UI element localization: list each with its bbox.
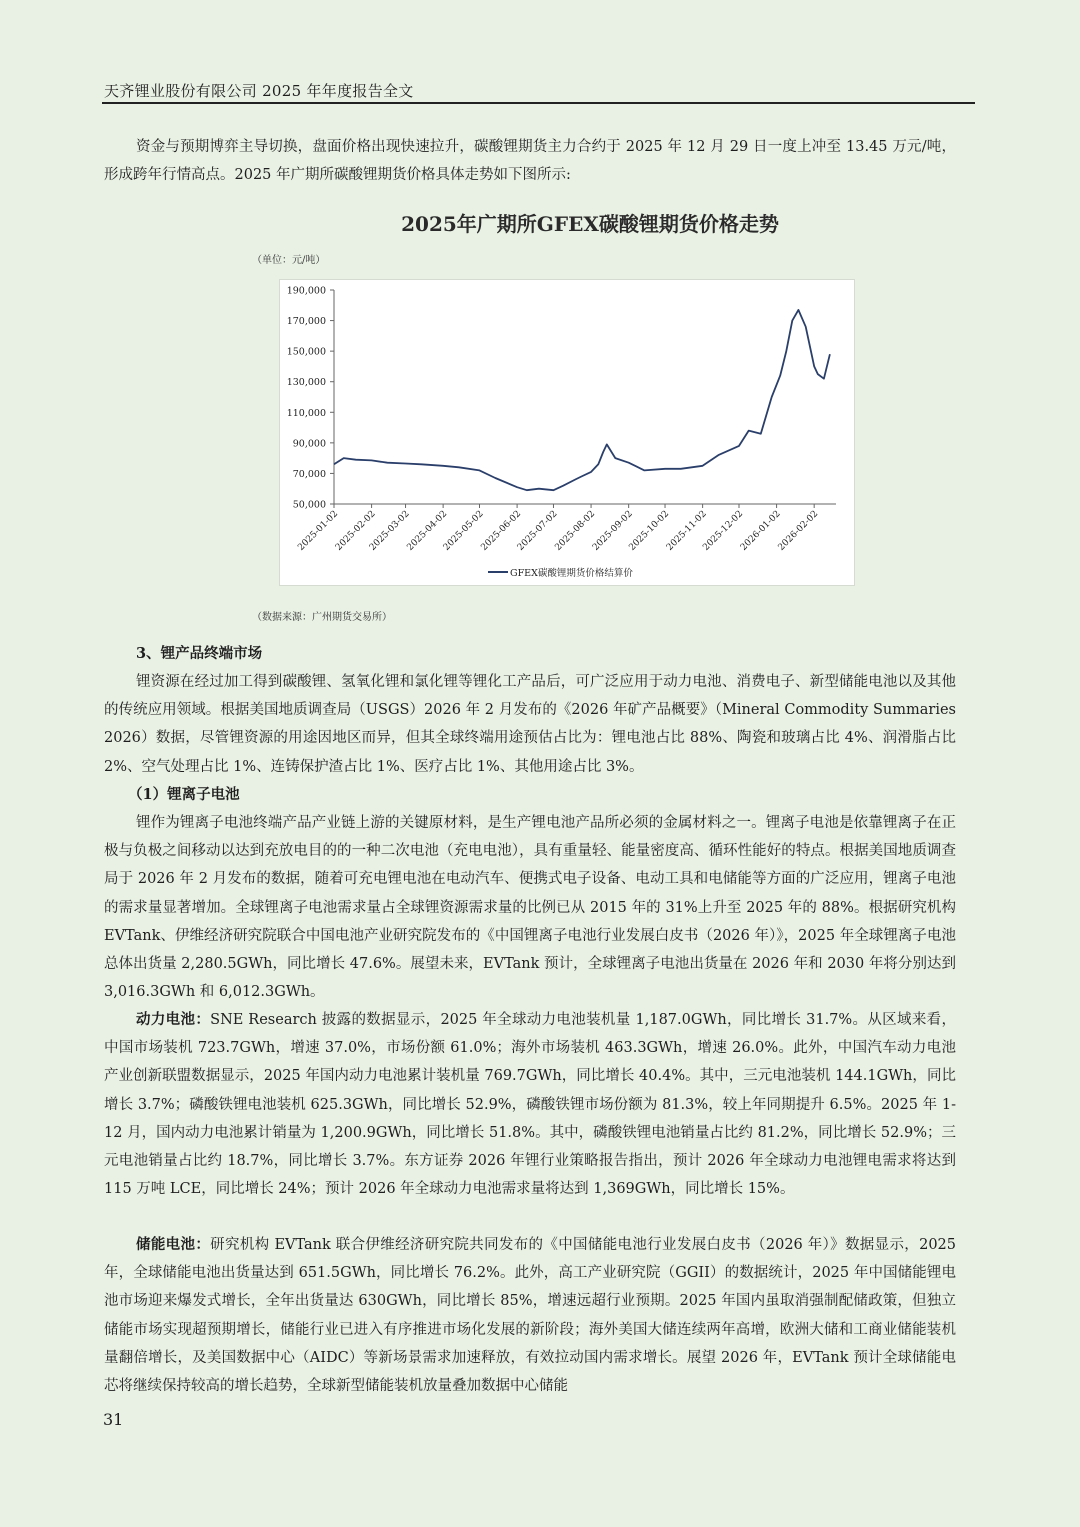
page-number: 31 — [103, 1410, 124, 1429]
intro-paragraph: 资金与预期博弈主导切换，盘面价格出现快速拉升，碳酸锂期货主力合约于 2025 年 12 月 29 日一度上冲至 13.45 万元/吨，形成跨年行情高点。2025 年广期所碳酸锂期货价格具体走势如下图所示: — [104, 139, 956, 184]
y-tick-label: 70,000 — [292, 468, 326, 480]
x-tick-label: 2025-03-02 — [367, 509, 412, 553]
section-heading-lithium-end-market: 3、锂产品终端市场 — [136, 645, 263, 662]
x-tick-label: 2025-09-02 — [591, 509, 635, 553]
y-tick-label: 190,000 — [286, 285, 326, 297]
power-battery-paragraph — [104, 1006, 956, 1203]
y-tick-label: 170,000 — [286, 316, 326, 328]
price-line-chart — [280, 280, 854, 585]
x-tick-label: 2025-06-02 — [479, 509, 524, 553]
chart-unit-label: （单位：元/吨） — [252, 255, 326, 266]
page-header-title: 天齐锂业股份有限公司 2025 年年度报告全文 — [104, 82, 414, 100]
header-divider — [102, 102, 975, 104]
x-tick-label: 2025-02-02 — [333, 509, 378, 553]
x-tick-label: 2025-01-02 — [296, 509, 341, 553]
section-paragraph-lithium-end-market: 锂资源在经过加工得到碳酸锂、氢氧化锂和氯化锂等锂化工产品后，可广泛应用于动力电池、消费电子、新型储能电池以及其他的传统应用领域。根据美国地质调查局（USGS）2026 年 2 月发布的《2026 年矿产品概要》（Mineral Commodity Summaries 2026）数据，尽管锂资源的用途因地区而异，但其全球终端用途预估占比为：锂电池占比 88%、陶瓷和玻璃占比 4%、润滑脂占比 2%、空气处理占比 1%、连铸保护渣占比 1%、医疗占比 1%、其他用途占比 3%。 — [104, 674, 956, 775]
y-tick-label: 90,000 — [292, 438, 326, 450]
x-tick-label: 2026-01-02 — [738, 509, 783, 553]
y-tick-label: 150,000 — [286, 346, 326, 358]
storage-battery-paragraph — [104, 1231, 956, 1400]
chart-title: 2025年广期所GFEX碳酸锂期货价格走势 — [401, 212, 779, 236]
series-line — [334, 310, 830, 490]
chart-frame — [279, 279, 855, 586]
y-tick-label: 130,000 — [286, 377, 326, 389]
chart-source-note: （数据来源：广州期货交易所） — [252, 612, 392, 623]
y-tick-label: 110,000 — [286, 407, 326, 419]
x-tick-label: 2025-04-02 — [405, 509, 450, 553]
legend-label: GFEX碳酸锂期货价格结算价 — [510, 568, 633, 579]
x-tick-label: 2025-07-02 — [515, 509, 560, 553]
power-battery-label: 动力电池： — [136, 1011, 211, 1028]
y-tick-label: 50,000 — [292, 499, 326, 511]
storage-battery-text: 研究机构 EVTank 联合伊维经济研究院共同发布的《中国储能电池行业发展白皮书（2026 年）》数据显示，2025 年，全球储能电池出货量达到 651.5GWh，同比增长 76.2%。此外，高工产业研究院（GGII）的数据统计，2025 年中国储能锂电池市场迎来爆发式增长，全年出货量达 630GWh，同比增长 85%，增速远超行业预期。2025 年国内虽取消强制配储政策，但独立储能市场实现超预期增长，储能行业已进入有序推进市场化发展的新阶段；海外美国大储连续两年高增，欧洲大储和工商业储能装机量翻倍增长，及美国数据中心（AIDC）等新场景需求加速释放，有效拉动国内需求增长。展望 2026 年，EVTank 预计全球储能电芯将继续保持较高的增长趋势，全球新型储能装机放量叠加数据中心储能 — [104, 1237, 957, 1395]
x-tick-label: 2026-02-02 — [776, 509, 821, 553]
storage-battery-label: 储能电池： — [136, 1236, 211, 1253]
x-tick-label: 2025-05-02 — [441, 509, 486, 553]
subsection-paragraph-li-ion-battery: 锂作为锂离子电池终端产品产业链上游的关键原材料，是生产锂电池产品所必须的金属材料之一。锂离子电池是依靠锂离子在正极与负极之间移动以达到充放电目的的一种二次电池（充电电池），具有重量轻、能量密度高、循环性能好的特点。根据美国地质调查局于 2026 年 2 月发布的数据，随着可充电锂电池在电动汽车、便携式电子设备、电动工具和电储能等方面的广泛应用，锂离子电池的需求量显著增加。全球锂离子电池需求量占全球锂资源需求量的比例已从 2015 年的 31%上升至 2025 年的 88%。根据研究机构 EVTank、伊维经济研究院联合中国电池产业研究院发布的《中国锂离子电池行业发展白皮书（2026 年）》，2025 年全球锂离子电池总体出货量 2,280.5GWh，同比增长 47.6%。展望未来，EVTank 预计，全球锂离子电池出货量在 2026 年和 2030 年将分别达到 3,016.3GWh 和 6,012.3GWh。 — [104, 815, 956, 1001]
x-tick-label: 2025-08-02 — [553, 509, 598, 553]
x-tick-label: 2025-11-02 — [664, 509, 709, 553]
power-battery-text: SNE Research 披露的数据显示，2025 年全球动力电池装机量 1,187.0GWh，同比增长 31.7%。从区域来看，中国市场装机 723.7GWh，增速 37.0%，市场份额 61.0%；海外市场装机 463.3GWh，增速 26.0%。此外，中国汽车动力电池产业创新联盟数据显示，2025 年国内动力电池累计装机量 769.7GWh，同比增长 40.4%。其中，三元电池装机 144.1GWh，同比增长 3.7%；磷酸铁锂电池装机 625.3GWh，同比增长 52.9%，磷酸铁锂市场份额为 81.3%，较上年同期提升 6.5%。2025 年 1-12 月，国内动力电池累计销量为 1,200.9GWh，同比增长 51.8%。其中，磷酸铁锂电池销量占比约 81.2%，同比增长 52.9%；三元电池销量占比约 18.7%，同比增长 3.7%。东方证券 2026 年锂行业策略报告指出，预计 2026 年全球动力电池锂电需求将达到 115 万吨 LCE，同比增长 24%；预计 2026 年全球动力电池需求量将达到 1,369GWh，同比增长 15%。 — [104, 1012, 956, 1198]
x-tick-label: 2025-10-02 — [627, 509, 672, 553]
x-tick-label: 2025-12-02 — [701, 509, 746, 553]
subsection-heading-li-ion-battery: （1）锂离子电池 — [128, 786, 240, 803]
